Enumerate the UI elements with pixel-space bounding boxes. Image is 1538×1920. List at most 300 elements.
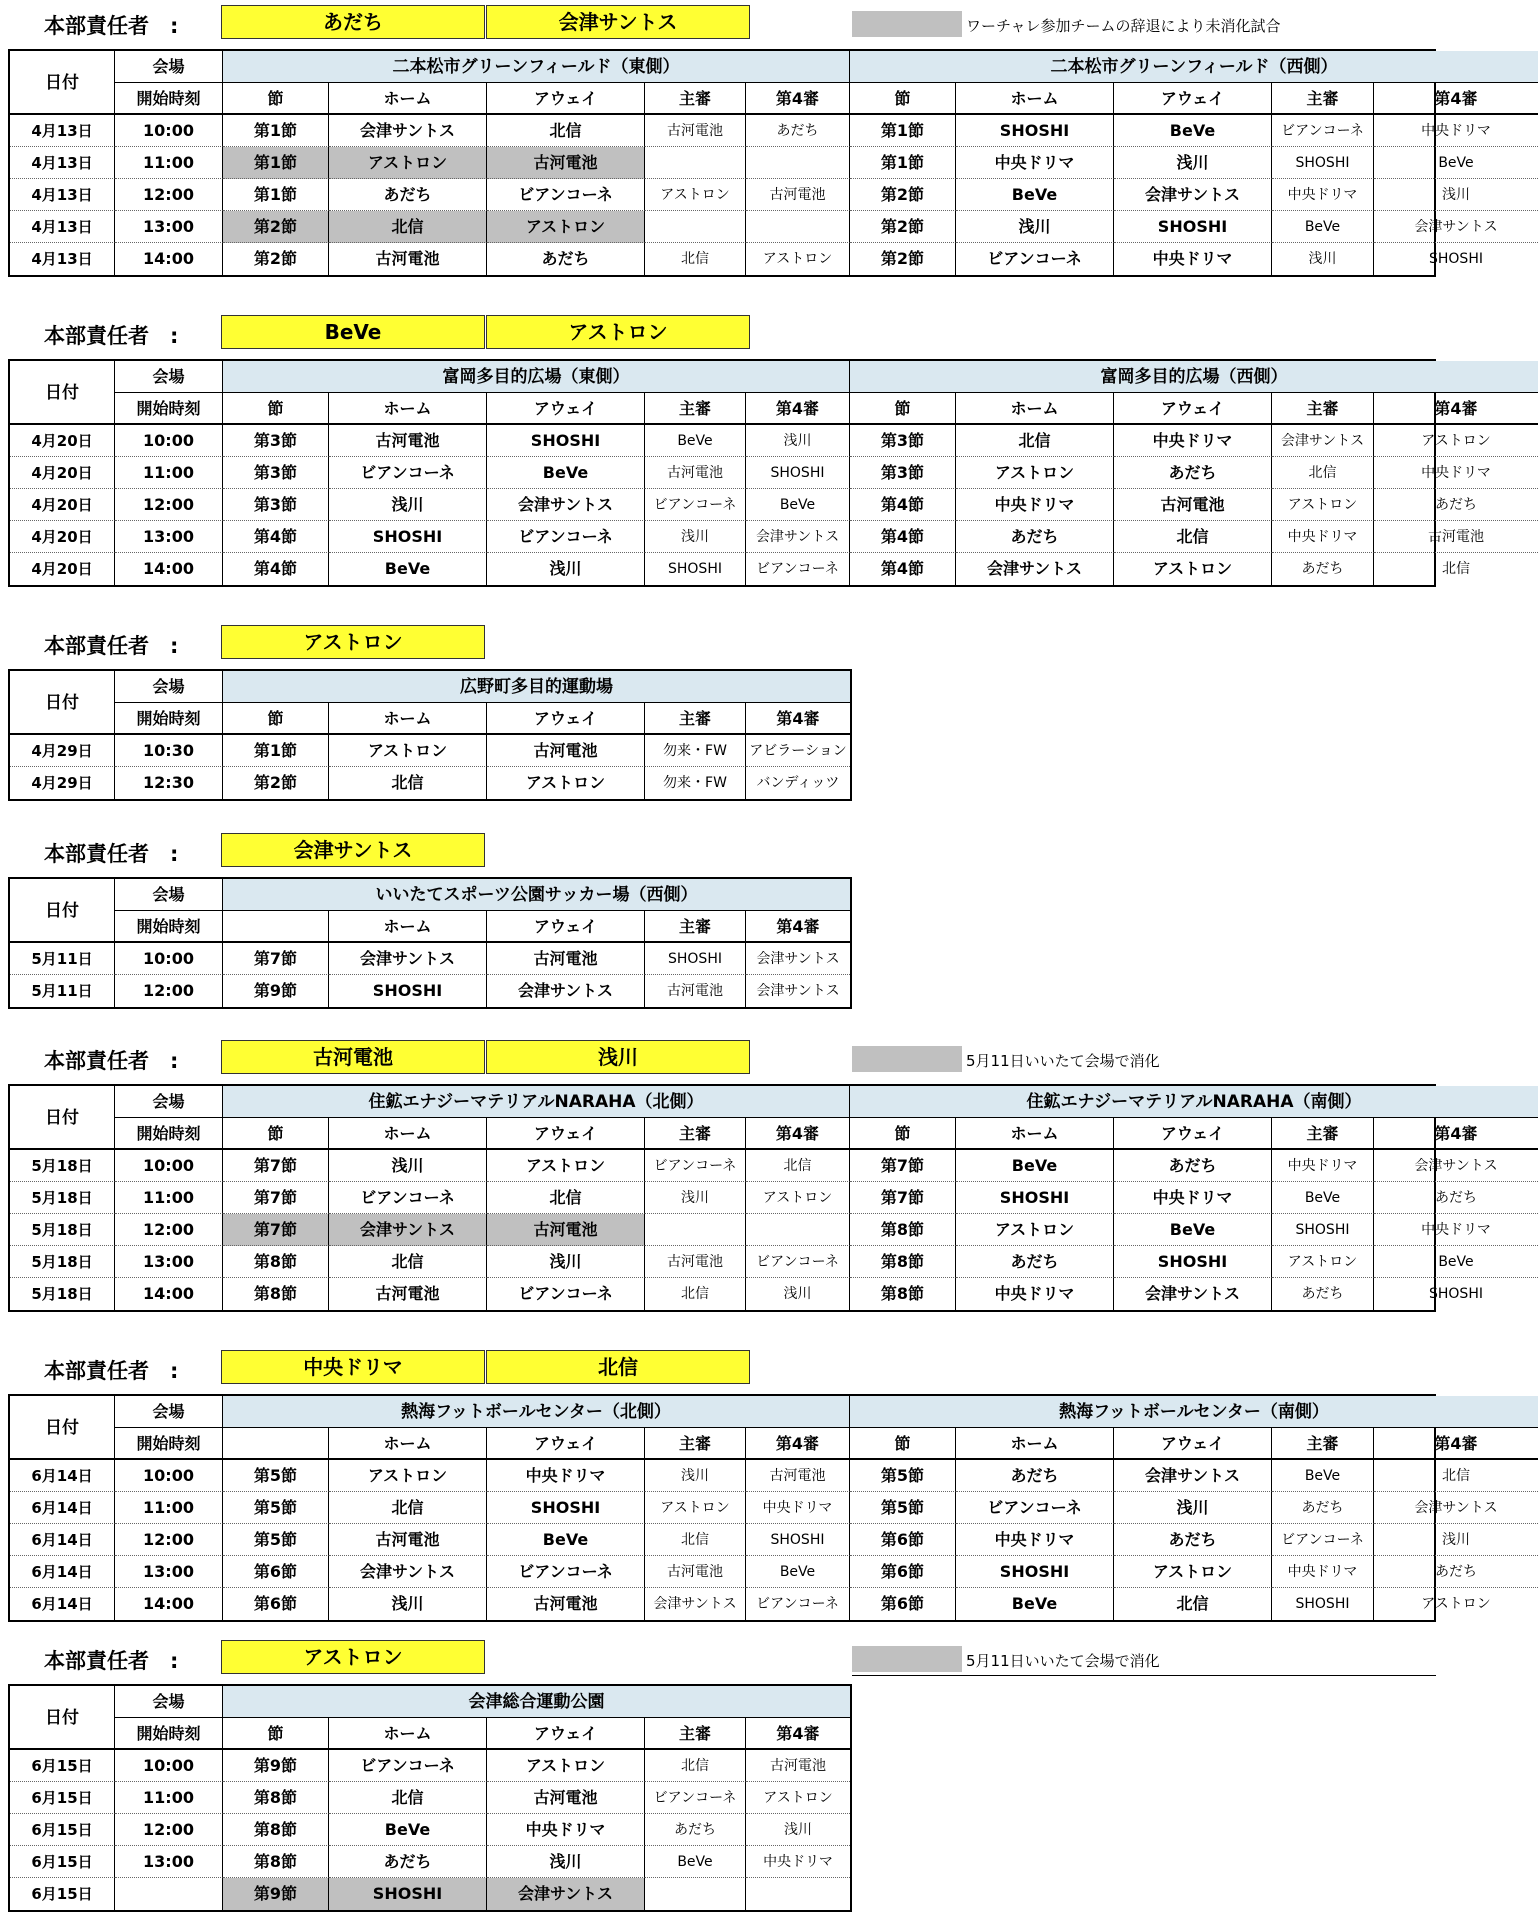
- schedule-table: [8, 1684, 852, 1912]
- match-away-team: ビアンコーネ: [487, 179, 645, 211]
- start-time-header: 開始時刻: [115, 393, 223, 425]
- match-fourth-official: あだち: [746, 115, 850, 147]
- column-header-home: ホーム: [329, 1118, 487, 1150]
- match-home-team: ビアンコーネ: [329, 1750, 487, 1782]
- match-round: 第6節: [850, 1588, 956, 1620]
- match-referee: [645, 147, 746, 179]
- match-fourth-official: アビラーション: [746, 735, 850, 767]
- column-header-fourth: 第4審: [746, 83, 850, 115]
- match-round: 第3節: [223, 425, 329, 457]
- match-referee: ビアンコーネ: [1272, 115, 1374, 147]
- match-fourth-official: アストロン: [746, 243, 850, 275]
- match-referee: あだち: [645, 1814, 746, 1846]
- kickoff-time: 12:00: [115, 179, 223, 211]
- venue-label: 会場: [115, 1396, 223, 1428]
- hq-team-badge: BeVe: [221, 315, 485, 349]
- match-referee: SHOSHI: [645, 943, 746, 975]
- match-date: 6月15日: [10, 1782, 115, 1814]
- match-home-team: SHOSHI: [329, 975, 487, 1007]
- match-referee: BeVe: [1272, 211, 1374, 243]
- column-header-referee: 主審: [645, 83, 746, 115]
- match-fourth-official: 会津サントス: [1374, 1150, 1538, 1182]
- match-fourth-official: 中央ドリマ: [1374, 457, 1538, 489]
- column-header-fourth: 第4審: [746, 1718, 850, 1750]
- legend-swatch: [852, 1046, 962, 1072]
- schedule-grid: [10, 1396, 1498, 1620]
- match-round: 第1節: [223, 179, 329, 211]
- match-date: 4月20日: [10, 457, 115, 489]
- match-home-team: ビアンコーネ: [329, 1182, 487, 1214]
- column-header-home: ホーム: [329, 83, 487, 115]
- match-date: 5月11日: [10, 943, 115, 975]
- match-home-team: あだち: [956, 1460, 1114, 1492]
- match-home-team: SHOSHI: [956, 1182, 1114, 1214]
- match-home-team: SHOSHI: [329, 1878, 487, 1910]
- match-fourth-official: あだち: [1374, 1556, 1538, 1588]
- date-header: 日付: [10, 1686, 115, 1750]
- match-fourth-official: ビアンコーネ: [746, 1246, 850, 1278]
- match-fourth-official: 中央ドリマ: [1374, 1214, 1538, 1246]
- match-fourth-official: あだち: [1374, 1182, 1538, 1214]
- match-round: 第5節: [850, 1492, 956, 1524]
- date-header: 日付: [10, 1086, 115, 1150]
- match-date: 6月14日: [10, 1556, 115, 1588]
- match-home-team: 古河電池: [329, 1524, 487, 1556]
- match-away-team: アストロン: [487, 211, 645, 243]
- match-referee: 古河電池: [645, 115, 746, 147]
- hq-label: 本部責任者 :: [44, 1049, 179, 1073]
- match-home-team: 浅川: [329, 1588, 487, 1620]
- match-away-team: 浅川: [1114, 147, 1272, 179]
- column-header-round: [223, 911, 329, 943]
- match-away-team: BeVe: [1114, 115, 1272, 147]
- match-referee: BeVe: [1272, 1182, 1374, 1214]
- match-fourth-official: 古河電池: [746, 179, 850, 211]
- match-away-team: 北信: [1114, 521, 1272, 553]
- match-fourth-official: 中央ドリマ: [1374, 115, 1538, 147]
- kickoff-time: 14:00: [115, 1588, 223, 1620]
- match-home-team: あだち: [329, 1846, 487, 1878]
- venue-name: いいたてスポーツ公園サッカー場（西側）: [223, 879, 850, 911]
- match-round: 第1節: [850, 115, 956, 147]
- match-away-team: あだち: [487, 243, 645, 275]
- match-away-team: あだち: [1114, 457, 1272, 489]
- match-home-team: アストロン: [329, 1460, 487, 1492]
- venue-label: 会場: [115, 361, 223, 393]
- match-away-team: アストロン: [487, 1750, 645, 1782]
- column-header-home: ホーム: [329, 1428, 487, 1460]
- venue-name: 住鉱エナジーマテリアルNARAHA（南側）: [850, 1086, 1538, 1118]
- match-round: 第8節: [223, 1782, 329, 1814]
- match-fourth-official: 北信: [1374, 1460, 1538, 1492]
- match-away-team: 会津サントス: [487, 1878, 645, 1910]
- match-home-team: あだち: [956, 521, 1114, 553]
- section-header: [0, 833, 1440, 869]
- match-referee: あだち: [1272, 1278, 1374, 1310]
- match-fourth-official: ビアンコーネ: [746, 1588, 850, 1620]
- match-fourth-official: アストロン: [1421, 1596, 1491, 1612]
- match-away-team: アストロン: [487, 767, 645, 799]
- column-header-round: 節: [850, 1428, 956, 1460]
- start-time-header: 開始時刻: [115, 703, 223, 735]
- legend-text: 5月11日いいたて会場で消化: [966, 1652, 1160, 1670]
- match-home-team: あだち: [329, 179, 487, 211]
- column-header-round: 節: [850, 393, 956, 425]
- match-round: 第4節: [850, 553, 956, 585]
- kickoff-time: 12:30: [115, 767, 223, 799]
- match-round: 第9節: [223, 975, 329, 1007]
- kickoff-time: 13:00: [115, 1846, 223, 1878]
- column-header-referee: 主審: [1272, 393, 1374, 425]
- match-date: 6月14日: [10, 1492, 115, 1524]
- match-fourth-official: SHOSHI: [1429, 251, 1483, 267]
- match-round: 第7節: [223, 943, 329, 975]
- column-header-fourth: 第4審: [746, 393, 850, 425]
- match-date: 4月29日: [10, 735, 115, 767]
- match-date: 6月14日: [10, 1524, 115, 1556]
- legend-text: 5月11日いいたて会場で消化: [966, 1052, 1160, 1070]
- match-referee: アストロン: [1272, 1246, 1374, 1278]
- match-referee: アストロン: [645, 179, 746, 211]
- match-round: 第8節: [850, 1214, 956, 1246]
- date-header: 日付: [10, 1396, 115, 1460]
- schedule-grid: [10, 51, 1498, 275]
- legend-swatch: [852, 1646, 962, 1672]
- section-header: [0, 315, 1440, 351]
- match-fourth-official: 浅川: [746, 425, 850, 457]
- match-away-team: BeVe: [487, 457, 645, 489]
- match-fourth-official: 浅川: [1374, 179, 1538, 211]
- match-home-team: 北信: [329, 767, 487, 799]
- column-header-referee: 主審: [645, 1428, 746, 1460]
- match-referee: 古河電池: [645, 457, 746, 489]
- column-header-away: アウェイ: [487, 1428, 645, 1460]
- match-referee: アストロン: [1272, 489, 1374, 521]
- match-round: 第8節: [223, 1814, 329, 1846]
- match-referee: 中央ドリマ: [1272, 521, 1374, 553]
- legend-text: ワーチャレ参加チームの辞退により未消化試合: [966, 17, 1281, 35]
- kickoff-time: 11:00: [115, 1182, 223, 1214]
- match-round: 第6節: [223, 1556, 329, 1588]
- match-referee: 古河電池: [645, 1556, 746, 1588]
- kickoff-time: 11:00: [115, 147, 223, 179]
- hq-team-badge: 浅川: [486, 1040, 750, 1074]
- kickoff-time: 10:00: [115, 1460, 223, 1492]
- schedule-grid: [10, 879, 850, 1007]
- match-round: 第7節: [850, 1150, 956, 1182]
- match-fourth-official: 会津サントス: [1374, 211, 1538, 243]
- hq-label: 本部責任者 :: [44, 324, 179, 348]
- match-round: 第9節: [223, 1750, 329, 1782]
- match-round: 第6節: [223, 1588, 329, 1620]
- column-header-away: アウェイ: [487, 911, 645, 943]
- match-round: 第8節: [850, 1246, 956, 1278]
- match-away-team: 中央ドリマ: [1114, 243, 1272, 275]
- match-fourth-official: アストロン: [746, 1782, 850, 1814]
- hq-team-badge: 会津サントス: [486, 5, 750, 39]
- match-date: 4月13日: [10, 179, 115, 211]
- venue-label: 会場: [115, 671, 223, 703]
- match-referee: 会津サントス: [645, 1588, 746, 1620]
- match-home-team: 中央ドリマ: [956, 1524, 1114, 1556]
- match-fourth-official: バンディッツ: [756, 775, 840, 791]
- schedule-grid: [10, 1086, 1498, 1310]
- match-referee: 浅川: [645, 1182, 746, 1214]
- match-round: 第1節: [223, 115, 329, 147]
- column-header-fourth: 第4審: [1374, 83, 1538, 115]
- hq-team-badge: アストロン: [221, 1640, 485, 1674]
- match-home-team: 浅川: [329, 1150, 487, 1182]
- match-date: 4月13日: [10, 243, 115, 275]
- kickoff-time: 12:00: [115, 1524, 223, 1556]
- column-header-round: 節: [223, 393, 329, 425]
- column-header-fourth: 第4審: [1374, 1118, 1538, 1150]
- column-header-away: アウェイ: [1114, 83, 1272, 115]
- hq-team-badge: あだち: [221, 5, 485, 39]
- match-away-team: SHOSHI: [1114, 1246, 1272, 1278]
- match-home-team: BeVe: [329, 553, 487, 585]
- venue-label: 会場: [115, 1086, 223, 1118]
- match-away-team: 会津サントス: [1114, 179, 1272, 211]
- match-round: 第1節: [850, 147, 956, 179]
- match-fourth-official: BeVe: [1374, 147, 1538, 179]
- start-time-header: 開始時刻: [115, 1718, 223, 1750]
- match-away-team: 北信: [487, 1182, 645, 1214]
- match-referee: 浅川: [1272, 243, 1374, 275]
- match-date: 5月18日: [10, 1182, 115, 1214]
- match-fourth-official: 中央ドリマ: [746, 1846, 850, 1878]
- match-referee: 北信: [1272, 457, 1374, 489]
- match-round: 第7節: [223, 1182, 329, 1214]
- column-header-referee: 主審: [645, 911, 746, 943]
- match-home-team: 浅川: [956, 211, 1114, 243]
- match-date: 4月20日: [10, 489, 115, 521]
- column-header-away: アウェイ: [487, 1118, 645, 1150]
- section-header: [0, 1350, 1440, 1386]
- match-fourth-official: SHOSHI: [746, 1524, 850, 1556]
- match-referee: BeVe: [1272, 1460, 1374, 1492]
- schedule-table: [8, 359, 1491, 587]
- match-fourth-official: ビアンコーネ: [746, 553, 850, 585]
- match-referee: ビアンコーネ: [645, 489, 746, 521]
- match-home-team: 古河電池: [329, 243, 487, 275]
- match-round: 第3節: [223, 489, 329, 521]
- hq-label: 本部責任者 :: [44, 634, 179, 658]
- hq-label: 本部責任者 :: [44, 1359, 179, 1383]
- schedule-table: [8, 49, 1498, 277]
- legend-swatch: [852, 11, 962, 37]
- match-round: 第2節: [223, 767, 329, 799]
- start-time-header: 開始時刻: [115, 1428, 223, 1460]
- match-away-team: 浅川: [1114, 1492, 1272, 1524]
- match-referee: 浅川: [645, 521, 746, 553]
- match-date: 6月15日: [10, 1814, 115, 1846]
- match-round: 第3節: [850, 457, 956, 489]
- kickoff-time: 10:00: [115, 425, 223, 457]
- legend-rule: [852, 1675, 1436, 1676]
- column-header-referee: 主審: [1272, 1428, 1374, 1460]
- match-referee: 勿来・FW: [645, 767, 746, 799]
- match-date: 5月11日: [10, 975, 115, 1007]
- match-home-team: 北信: [329, 1492, 487, 1524]
- match-fourth-official: BeVe: [746, 1556, 850, 1588]
- kickoff-time: 14:00: [115, 1278, 223, 1310]
- match-home-team: 会津サントス: [329, 1556, 487, 1588]
- match-referee: アストロン: [645, 1492, 746, 1524]
- match-fourth-official: 古河電池: [746, 1750, 850, 1782]
- date-header: 日付: [10, 671, 115, 735]
- hq-team-badge: アストロン: [221, 625, 485, 659]
- column-header-fourth: 第4審: [746, 1428, 850, 1460]
- match-away-team: 会津サントス: [1114, 1460, 1272, 1492]
- match-fourth-official: 会津サントス: [746, 943, 850, 975]
- match-round: 第8節: [223, 1278, 329, 1310]
- match-referee: BeVe: [645, 1846, 746, 1878]
- match-round: 第5節: [850, 1460, 956, 1492]
- match-round: 第9節: [223, 1878, 329, 1910]
- match-fourth-official: [746, 1878, 850, 1910]
- match-home-team: アストロン: [329, 147, 487, 179]
- column-header-round: 節: [223, 1118, 329, 1150]
- column-header-referee: 主審: [645, 703, 746, 735]
- schedule-table: [8, 877, 852, 1009]
- match-referee: 北信: [645, 1278, 746, 1310]
- column-header-fourth: 第4審: [746, 911, 850, 943]
- column-header-home: ホーム: [329, 703, 487, 735]
- venue-label: 会場: [115, 879, 223, 911]
- match-referee: 中央ドリマ: [1272, 1150, 1374, 1182]
- match-round: 第6節: [850, 1524, 956, 1556]
- match-fourth-official: 浅川: [746, 1814, 850, 1846]
- kickoff-time: 10:00: [115, 1750, 223, 1782]
- kickoff-time: 13:00: [115, 1556, 223, 1588]
- match-round: 第8節: [223, 1246, 329, 1278]
- match-home-team: アストロン: [956, 457, 1114, 489]
- match-date: 4月29日: [10, 767, 115, 799]
- match-home-team: 北信: [329, 211, 487, 243]
- kickoff-time: 12:00: [115, 489, 223, 521]
- hq-label: 本部責任者 :: [44, 14, 179, 38]
- match-date: 6月15日: [10, 1878, 115, 1910]
- match-date: 4月20日: [10, 521, 115, 553]
- match-away-team: アストロン: [1114, 1556, 1272, 1588]
- match-referee: ビアンコーネ: [1272, 1524, 1374, 1556]
- venue-name: 熱海フットボールセンター（南側）: [850, 1396, 1538, 1428]
- match-fourth-official: [746, 147, 850, 179]
- match-away-team: あだち: [1114, 1524, 1272, 1556]
- match-date: 5月18日: [10, 1246, 115, 1278]
- match-away-team: SHOSHI: [487, 1492, 645, 1524]
- column-header-fourth: 第4審: [1374, 1428, 1538, 1460]
- column-header-away: アウェイ: [1114, 1118, 1272, 1150]
- match-date: 4月13日: [10, 115, 115, 147]
- schedule-table: [8, 1394, 1498, 1622]
- column-header-fourth: 第4審: [1374, 393, 1538, 425]
- match-home-team: BeVe: [329, 1814, 487, 1846]
- match-fourth-official: 古河電池: [1374, 521, 1538, 553]
- match-home-team: 中央ドリマ: [956, 489, 1114, 521]
- venue-name: 会津総合運動公園: [223, 1686, 850, 1718]
- match-fourth-official: アストロン: [1374, 425, 1538, 457]
- match-referee: 古河電池: [645, 1246, 746, 1278]
- match-round: 第4節: [850, 521, 956, 553]
- kickoff-time: 11:00: [115, 457, 223, 489]
- kickoff-time: 13:00: [115, 1246, 223, 1278]
- match-away-team: 浅川: [487, 553, 645, 585]
- hq-team-badge: 北信: [486, 1350, 750, 1384]
- match-round: 第2節: [850, 211, 956, 243]
- hq-label: 本部責任者 :: [44, 1649, 179, 1673]
- column-header-away: アウェイ: [1114, 1428, 1272, 1460]
- hq-label: 本部責任者 :: [44, 842, 179, 866]
- start-time-header: 開始時刻: [115, 1118, 223, 1150]
- match-home-team: ビアンコーネ: [956, 243, 1114, 275]
- match-round: 第4節: [223, 553, 329, 585]
- section-header: [0, 1040, 1440, 1076]
- match-home-team: 浅川: [329, 489, 487, 521]
- match-referee: 北信: [645, 1750, 746, 1782]
- schedule-table: [8, 669, 852, 801]
- match-round: 第7節: [850, 1182, 956, 1214]
- match-referee: 中央ドリマ: [1272, 179, 1374, 211]
- match-fourth-official: 古河電池: [746, 1460, 850, 1492]
- match-round: 第2節: [223, 243, 329, 275]
- match-home-team: 北信: [329, 1782, 487, 1814]
- venue-name: 二本松市グリーンフィールド（西側）: [850, 51, 1538, 83]
- match-away-team: 中央ドリマ: [1114, 1182, 1272, 1214]
- column-header-round: 節: [850, 83, 956, 115]
- match-away-team: SHOSHI: [487, 425, 645, 457]
- venue-name: 富岡多目的広場（東側）: [223, 361, 850, 393]
- match-away-team: 古河電池: [487, 1214, 645, 1246]
- match-away-team: 中央ドリマ: [487, 1814, 645, 1846]
- match-fourth-official: [746, 1214, 850, 1246]
- match-date: 4月13日: [10, 147, 115, 179]
- match-referee: あだち: [1272, 553, 1374, 585]
- match-away-team: BeVe: [1114, 1214, 1272, 1246]
- match-referee: SHOSHI: [1272, 1588, 1374, 1620]
- column-header-home: ホーム: [956, 393, 1114, 425]
- match-home-team: 中央ドリマ: [956, 1278, 1114, 1310]
- match-home-team: 会津サントス: [329, 943, 487, 975]
- match-date: 4月13日: [10, 211, 115, 243]
- match-away-team: アストロン: [487, 1150, 645, 1182]
- match-fourth-official: [746, 211, 850, 243]
- column-header-away: アウェイ: [1114, 393, 1272, 425]
- match-away-team: ビアンコーネ: [487, 521, 645, 553]
- schedule-grid: [10, 671, 850, 799]
- match-away-team: 古河電池: [487, 735, 645, 767]
- match-fourth-official: BeVe: [1374, 1246, 1538, 1278]
- match-date: 5月18日: [10, 1278, 115, 1310]
- match-referee: [645, 1878, 746, 1910]
- column-header-referee: 主審: [645, 1118, 746, 1150]
- kickoff-time: 10:00: [115, 1150, 223, 1182]
- hq-team-badge: 中央ドリマ: [221, 1350, 485, 1384]
- match-fourth-official: SHOSHI: [1429, 1286, 1483, 1302]
- match-away-team: ビアンコーネ: [487, 1278, 645, 1310]
- kickoff-time: 10:00: [115, 115, 223, 147]
- match-fourth-official: 浅川: [1374, 1524, 1538, 1556]
- match-date: 6月15日: [10, 1750, 115, 1782]
- match-date: 4月20日: [10, 553, 115, 585]
- match-referee: ビアンコーネ: [645, 1782, 746, 1814]
- match-away-team: 古河電池: [487, 1588, 645, 1620]
- schedule-grid: [10, 361, 1491, 585]
- section-header: [0, 5, 1440, 41]
- match-round: 第4節: [850, 489, 956, 521]
- venue-label: 会場: [115, 1686, 223, 1718]
